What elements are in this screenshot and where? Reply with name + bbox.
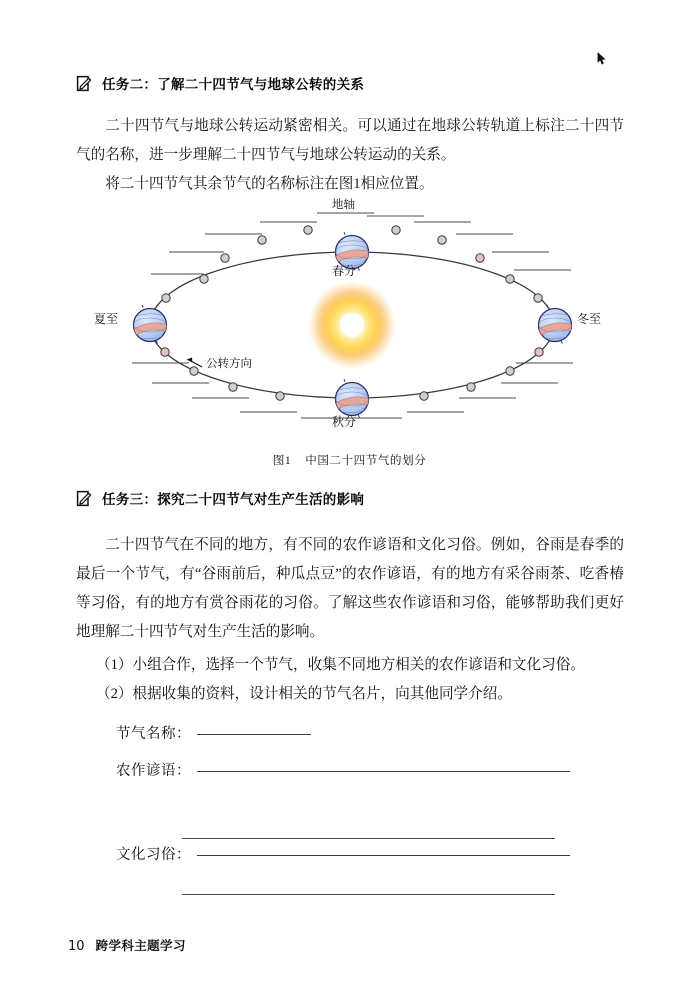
- task2-paragraph-1: 二十四节气与地球公转运动紧密相关。可以通过在地球公转轨道上标注二十四节气的名称，进一步理解二十四节气与地球公转运动的关系。: [76, 118, 624, 163]
- field-label-cultural-custom: 文化习俗：: [116, 847, 191, 863]
- field-input-solar-term-name[interactable]: [197, 734, 311, 735]
- task2-title: 任务二：了解二十四节气与地球公转的关系: [102, 77, 365, 93]
- task3-item-2: （2）根据收集的资料，设计相关的节气名片，向其他同学介绍。: [96, 686, 512, 702]
- label-spring-equinox: 春分: [332, 264, 357, 278]
- earth-winter-solstice: [537, 305, 573, 345]
- page-number: 10: [68, 939, 85, 954]
- task3-paragraph-1: 二十四节气在不同的地方，有不同的农作谚语和文化习俗。例如，谷雨是春季的最后一个节气，有“谷雨前后，种瓜点豆”的农作谚语，有的地方有采谷雨茶、吃香椿等习俗，有的地方有赏谷雨花的习俗。了解这些农作谚语和习俗，能够帮助我们更好地理解二十四节气对生产生活的影响。: [76, 537, 624, 640]
- field-label-farming-proverb: 农作谚语：: [116, 763, 191, 779]
- label-earth-axis: 地轴: [332, 197, 355, 211]
- edit-pencil-icon: [76, 490, 93, 507]
- revolution-direction-arrow: [187, 358, 203, 368]
- figure-caption-text: 中国二十四节气的划分: [305, 454, 427, 467]
- field-input-cultural-custom[interactable]: [197, 855, 570, 856]
- page-footer: [68, 936, 186, 954]
- earth-orbit-diagram: [74, 197, 626, 450]
- label-revolution-direction: 公转方向: [206, 356, 252, 370]
- task3-item-1: （1）小组合作，选择一个节气，收集不同地方相关的农作谚语和文化习俗。: [96, 657, 585, 673]
- task2-heading: [76, 73, 364, 93]
- figure-caption: [0, 452, 699, 468]
- label-summer-solstice: 夏至: [94, 312, 119, 326]
- task2-paragraph-2: 将二十四节气其余节气的名称标注在图1相应位置。: [105, 176, 434, 192]
- label-autumn-equinox: 秋分: [332, 415, 357, 429]
- field-row-farming-proverb: [116, 759, 570, 780]
- field-label-solar-term-name: 节气名称：: [116, 726, 191, 742]
- footer-title: 跨学科主题学习: [95, 938, 186, 953]
- field-input-cultural-custom-line2[interactable]: [182, 894, 555, 895]
- mouse-cursor-icon: [597, 52, 606, 65]
- field-row-cultural-custom-main: [116, 843, 570, 864]
- figure-caption-number: 图1: [272, 454, 292, 467]
- task3-title: 任务三：探究二十四节气对生产生活的影响: [102, 492, 365, 508]
- label-winter-solstice: 冬至: [577, 312, 602, 326]
- edit-pencil-icon: [76, 75, 93, 92]
- task3-heading: [76, 488, 364, 508]
- field-row-solar-term-name: [116, 722, 311, 743]
- earth-summer-solstice: [132, 305, 168, 345]
- field-input-farming-proverb[interactable]: [197, 771, 570, 772]
- field-input-farming-proverb-line2[interactable]: [182, 838, 555, 839]
